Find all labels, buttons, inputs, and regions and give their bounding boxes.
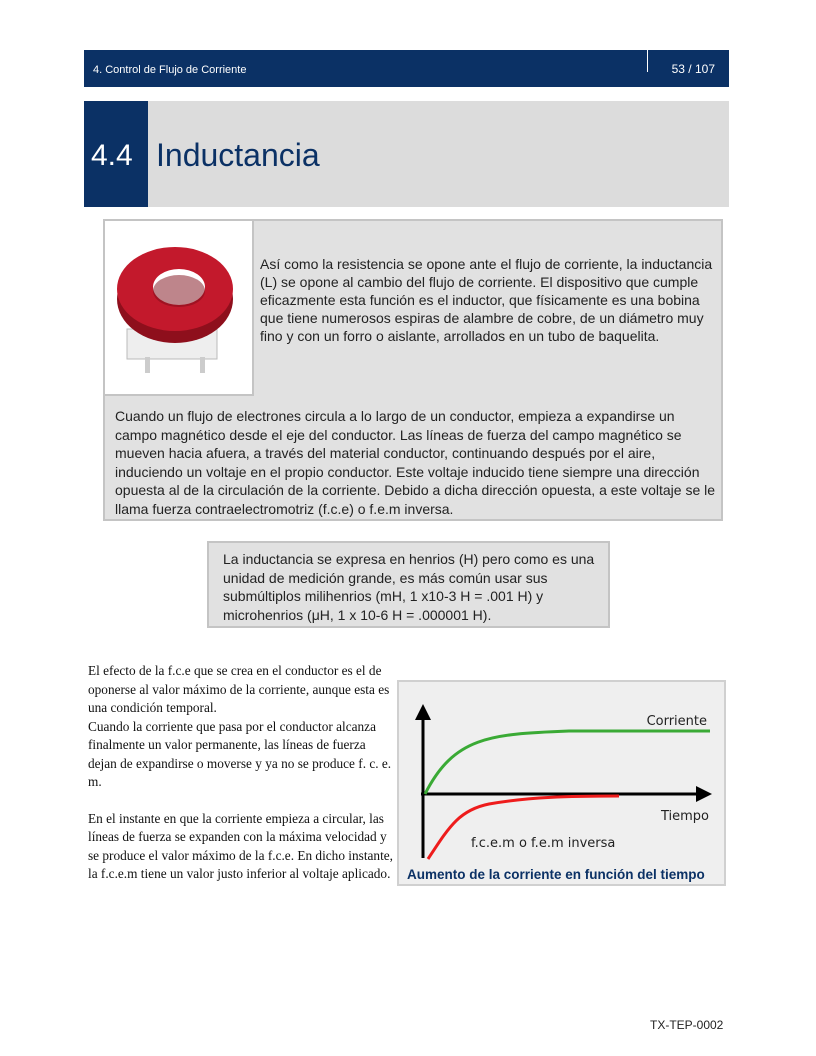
y-axis-arrow-icon <box>415 704 431 720</box>
current-figure <box>397 680 726 886</box>
body-paragraph: En el instante en que la corriente empieza a circular, las líneas de fuerza se expanden con la máxima velocidad y se produce el valor máximo de la f.c.e. En dicho instante, la f.c.e.m tiene un valor justo inferior al voltaje aplicado. <box>88 810 393 881</box>
label-fcem: f.c.e.m o f.e.m inversa <box>471 836 616 851</box>
intro-box <box>103 219 723 521</box>
page-title: Inductancia <box>156 137 320 173</box>
label-time: Tiempo <box>660 809 709 824</box>
intro-paragraph: Así como la resistencia se opone ante el flujo de corriente, la inductancia (L) se opone al cambio del flujo de corriente. El dispositivo que cumple eficazmente esta función es el inductor, que físicamente es una bobina que tiene numerosos espiras de alambre de cobre, de un diámetro muy fino y con un forro o aislante, arrollados en un tubo de baquelita. <box>260 256 713 344</box>
label-current: Corriente <box>646 714 707 729</box>
section-title-block <box>84 101 729 207</box>
section-name: 4. Control de Flujo de Corriente <box>93 64 247 76</box>
units-note-text: La inductancia se expresa en henrios (H) pero como es una unidad de medición grande, es más común usar sus submúltiplos milihenrios (mH, 1 x10-3 H = .001 H) y microhenrios (μH, 1 x 10-6 H = .000001 H). <box>223 551 595 623</box>
page-header <box>84 50 729 87</box>
section-number-text: 4.4 <box>91 139 133 172</box>
body-paragraph: El efecto de la f.c.e que se crea en el conductor es el de oponerse al valor máximo de la corriente, aunque esta es una condición temporal. <box>88 663 390 715</box>
units-note <box>207 541 610 628</box>
divider <box>647 50 648 72</box>
body-paragraph: Cuando la corriente que pasa por el conductor alcanza finalmente un valor permanente, las líneas de fuerza dejan de expandirse o moverse y ya no se produce f. c. e. m. <box>88 718 392 789</box>
document-code: TX-TEP-0002 <box>650 1018 724 1032</box>
section-number <box>84 101 148 207</box>
body-text <box>88 662 393 884</box>
figure-plot <box>399 682 724 867</box>
x-axis-arrow-icon <box>696 786 712 802</box>
fcem-paragraph: Cuando un flujo de electrones circula a lo largo de un conductor, empieza a expandirse un campo magnético desde el eje del conductor. Las líneas de fuerza del campo magnético se mueven hacia afuera, a través del material conductor, continuando después por el aire, induciendo un voltaje en el propio conductor. Este voltaje inducido tiene siempre una dirección opuesta al de la circulación de la corriente. Debido a dicha dirección opuesta, a este voltaje se le llama fuerza contraelectromotriz (f.c.e) o f.e.m inversa. <box>115 408 716 517</box>
inductor-image <box>105 221 254 396</box>
figure-caption: Aumento de la corriente en función del tiempo <box>407 867 705 882</box>
current-curve <box>425 731 710 794</box>
page-number: 53 / 107 <box>671 62 715 76</box>
